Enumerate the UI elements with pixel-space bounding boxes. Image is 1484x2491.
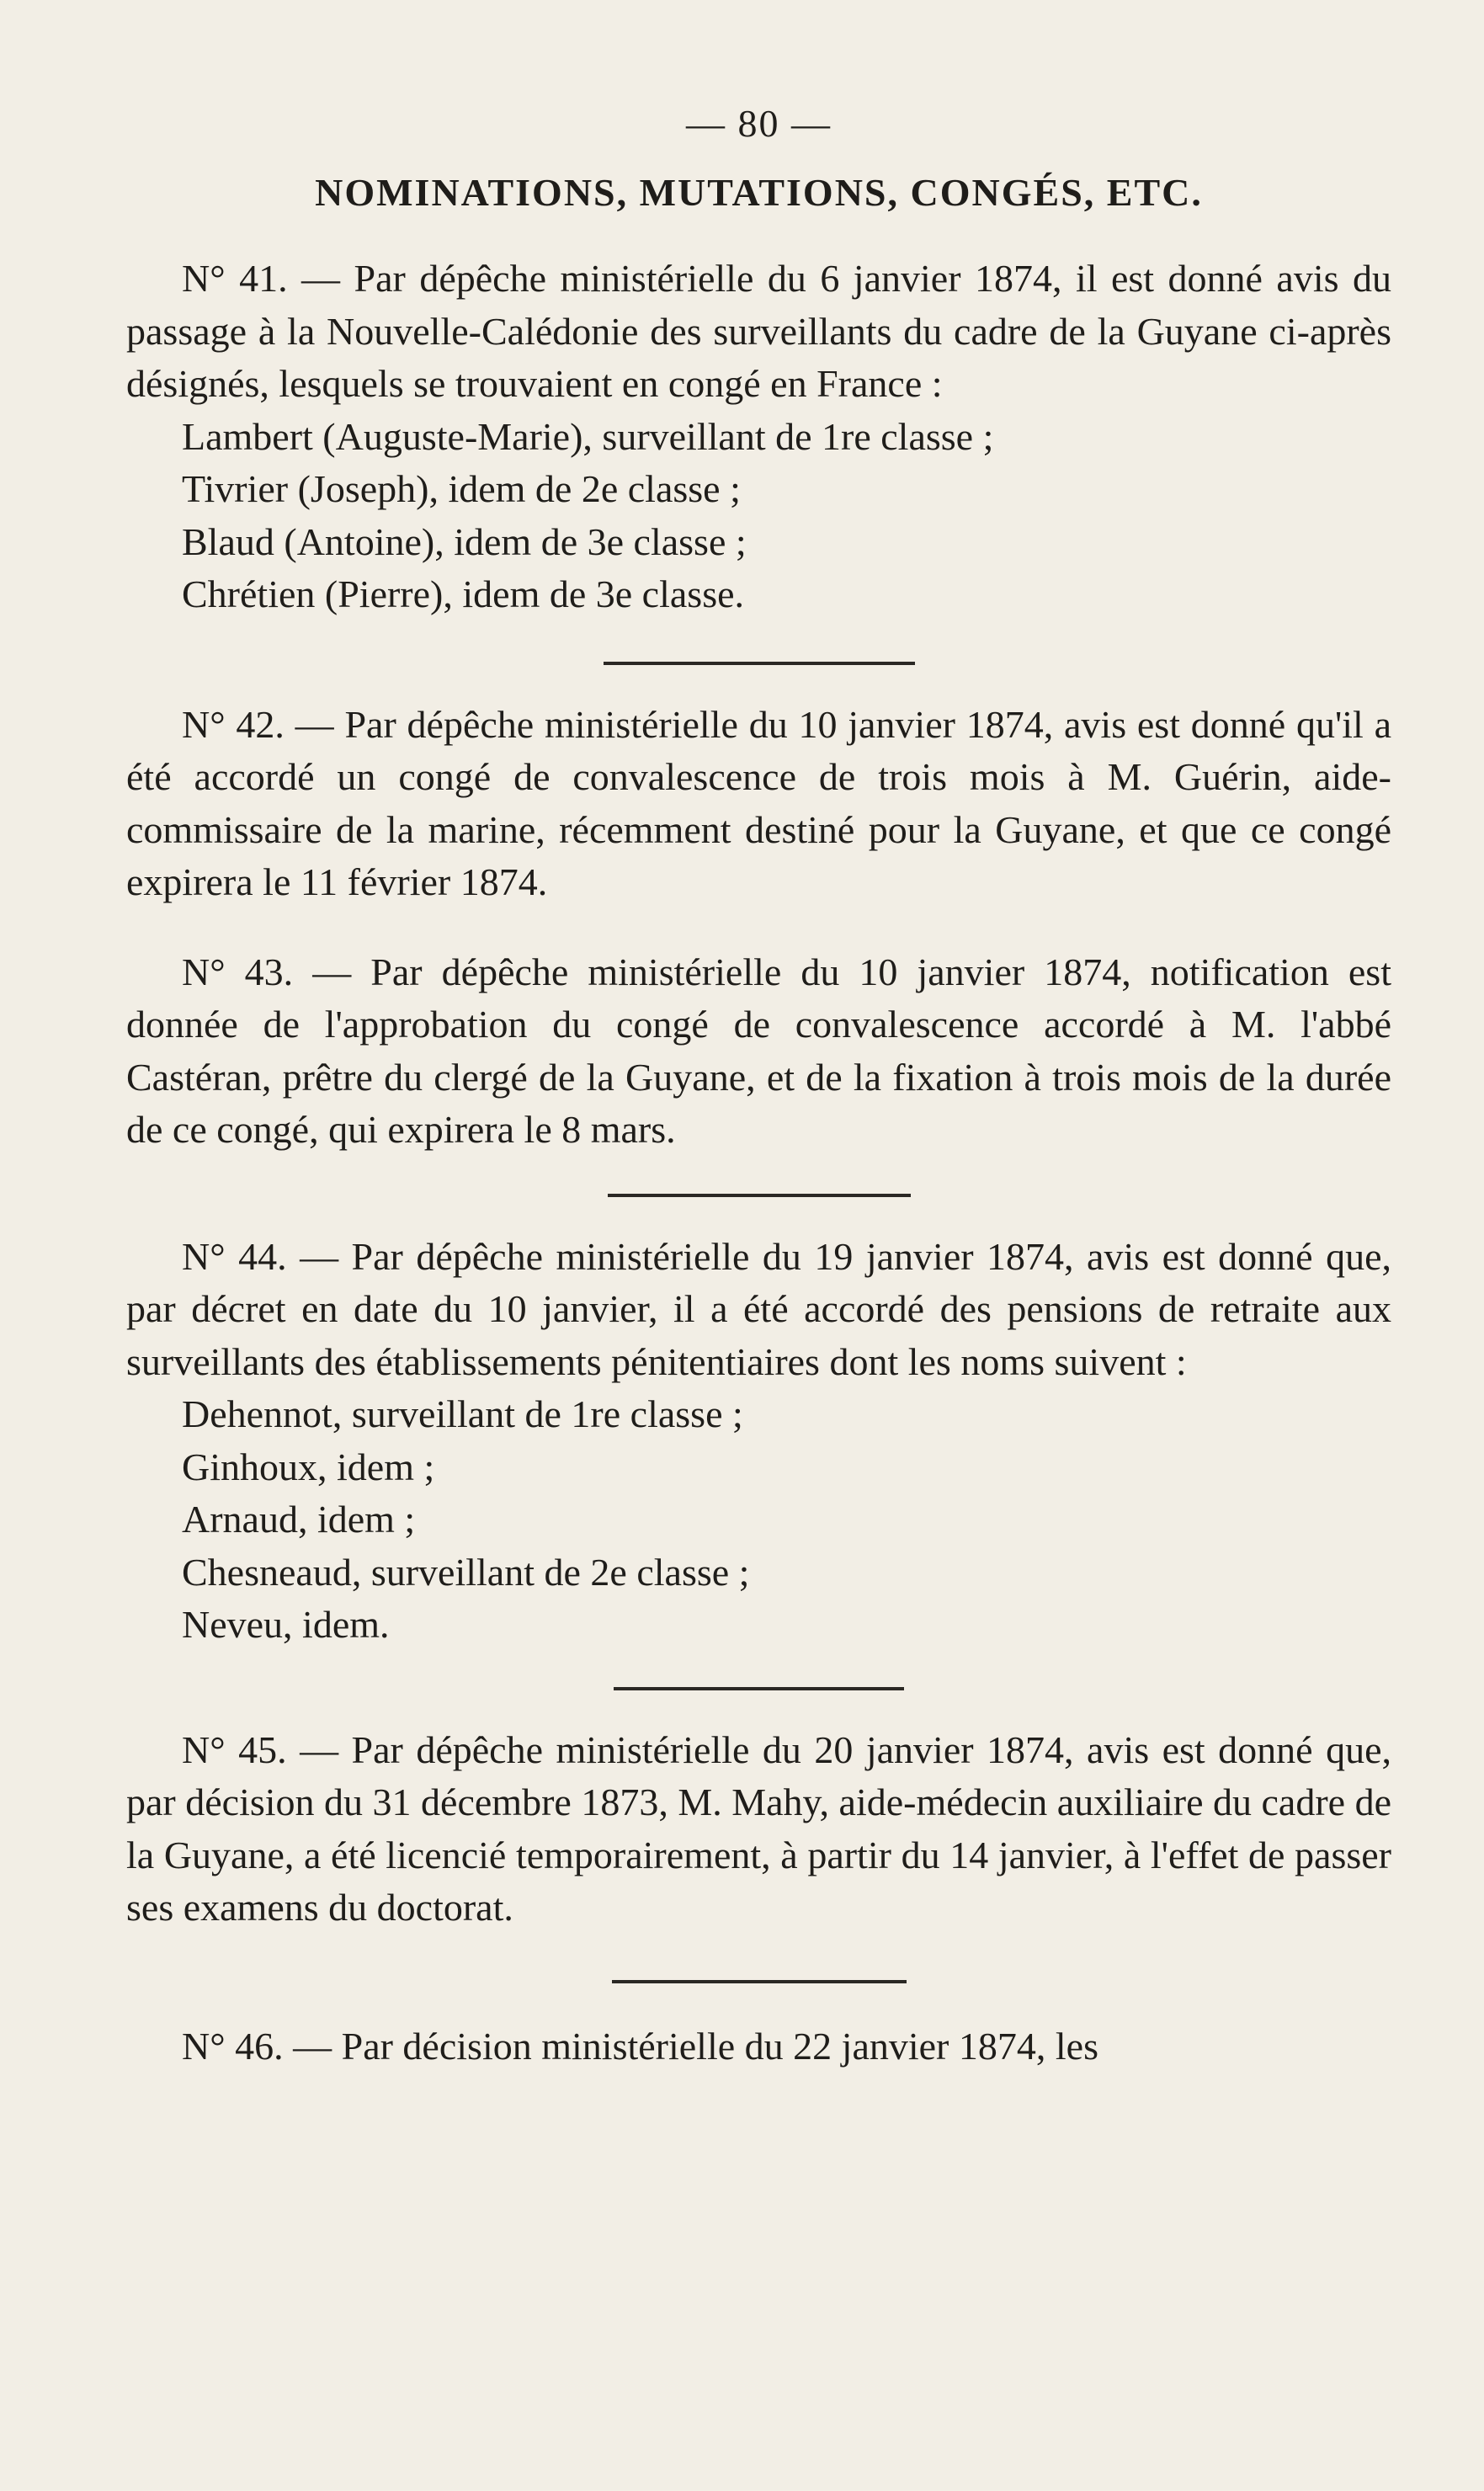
- surveillant-list: [126, 411, 1391, 621]
- separator-rule: [608, 1194, 911, 1197]
- page-number: — 80 —: [686, 102, 832, 145]
- list-item: Tivrier (Joseph), idem de 2e classe ;: [182, 467, 741, 510]
- pension-list: [126, 1388, 1391, 1652]
- article-paragraph: N° 41. — Par dépêche ministérielle du 6 janvier 1874, il est donné avis du passage à la Nouvelle-Calédonie des surveillants du cadre de la Guyane ci-après désignés, lesquels se trouvaient en congé en France :: [126, 257, 1391, 405]
- list-item: Chrétien (Pierre), idem de 3e classe.: [182, 572, 745, 615]
- article-44: [126, 1231, 1391, 1652]
- separator-rule: [614, 1687, 904, 1690]
- list-item: Lambert (Auguste-Marie), surveillant de 1re classe ;: [182, 414, 994, 458]
- article-45: [126, 1724, 1391, 1935]
- separator-rule: [612, 1980, 907, 1983]
- article-paragraph: N° 45. — Par dépêche ministérielle du 20 janvier 1874, avis est donné que, par décision du 31 décembre 1873, M. Mahy, aide-médecin auxiliaire du cadre de la Guyane, a été licencié temporairement, à partir du 14 janvier, à l'effet de passer ses examens du doctorat.: [126, 1727, 1391, 1929]
- separator-rule: [604, 662, 915, 665]
- article-paragraph: N° 46. — Par décision ministérielle du 22 janvier 1874, les: [182, 2024, 1098, 2068]
- list-item: Neveu, idem.: [182, 1603, 390, 1646]
- running-title: NOMINATIONS, MUTATIONS, CONGÉS, ETC.: [315, 171, 1203, 214]
- list-item: Dehennot, surveillant de 1re classe ;: [182, 1392, 743, 1435]
- article-paragraph: N° 43. — Par dépêche ministérielle du 10 janvier 1874, notification est donnée de l'approbation du congé de convalescence accordé à M. l'abbé Castéran, prêtre du clergé de la Guyane, et de la fixation à trois mois de la durée de ce congé, qui expirera le 8 mars.: [126, 950, 1391, 1151]
- list-item: Blaud (Antoine), idem de 3e classe ;: [182, 519, 747, 563]
- paragraph-gap: [126, 909, 1391, 946]
- list-item: Chesneaud, surveillant de 2e classe ;: [182, 1550, 750, 1594]
- article-paragraph: N° 42. — Par dépêche ministérielle du 10 janvier 1874, avis est donné qu'il a été accordé un congé de convalescence de trois mois à M. Guérin, aide-commissaire de la marine, récemment destiné pour la Guyane, et que ce congé expirera le 11 février 1874.: [126, 702, 1391, 903]
- article-43: [126, 946, 1391, 1157]
- article-46: [126, 2020, 1391, 2073]
- article-paragraph: N° 44. — Par dépêche ministérielle du 19 janvier 1874, avis est donné que, par décret en date du 10 janvier, il a été accordé des pensions de retraite aux surveillants des établissements pénitentiaires dont les noms suivent :: [126, 1234, 1391, 1383]
- list-item: Ginhoux, idem ;: [182, 1445, 435, 1488]
- list-item: Arnaud, idem ;: [182, 1498, 416, 1541]
- article-42: [126, 699, 1391, 909]
- article-41: [126, 253, 1391, 621]
